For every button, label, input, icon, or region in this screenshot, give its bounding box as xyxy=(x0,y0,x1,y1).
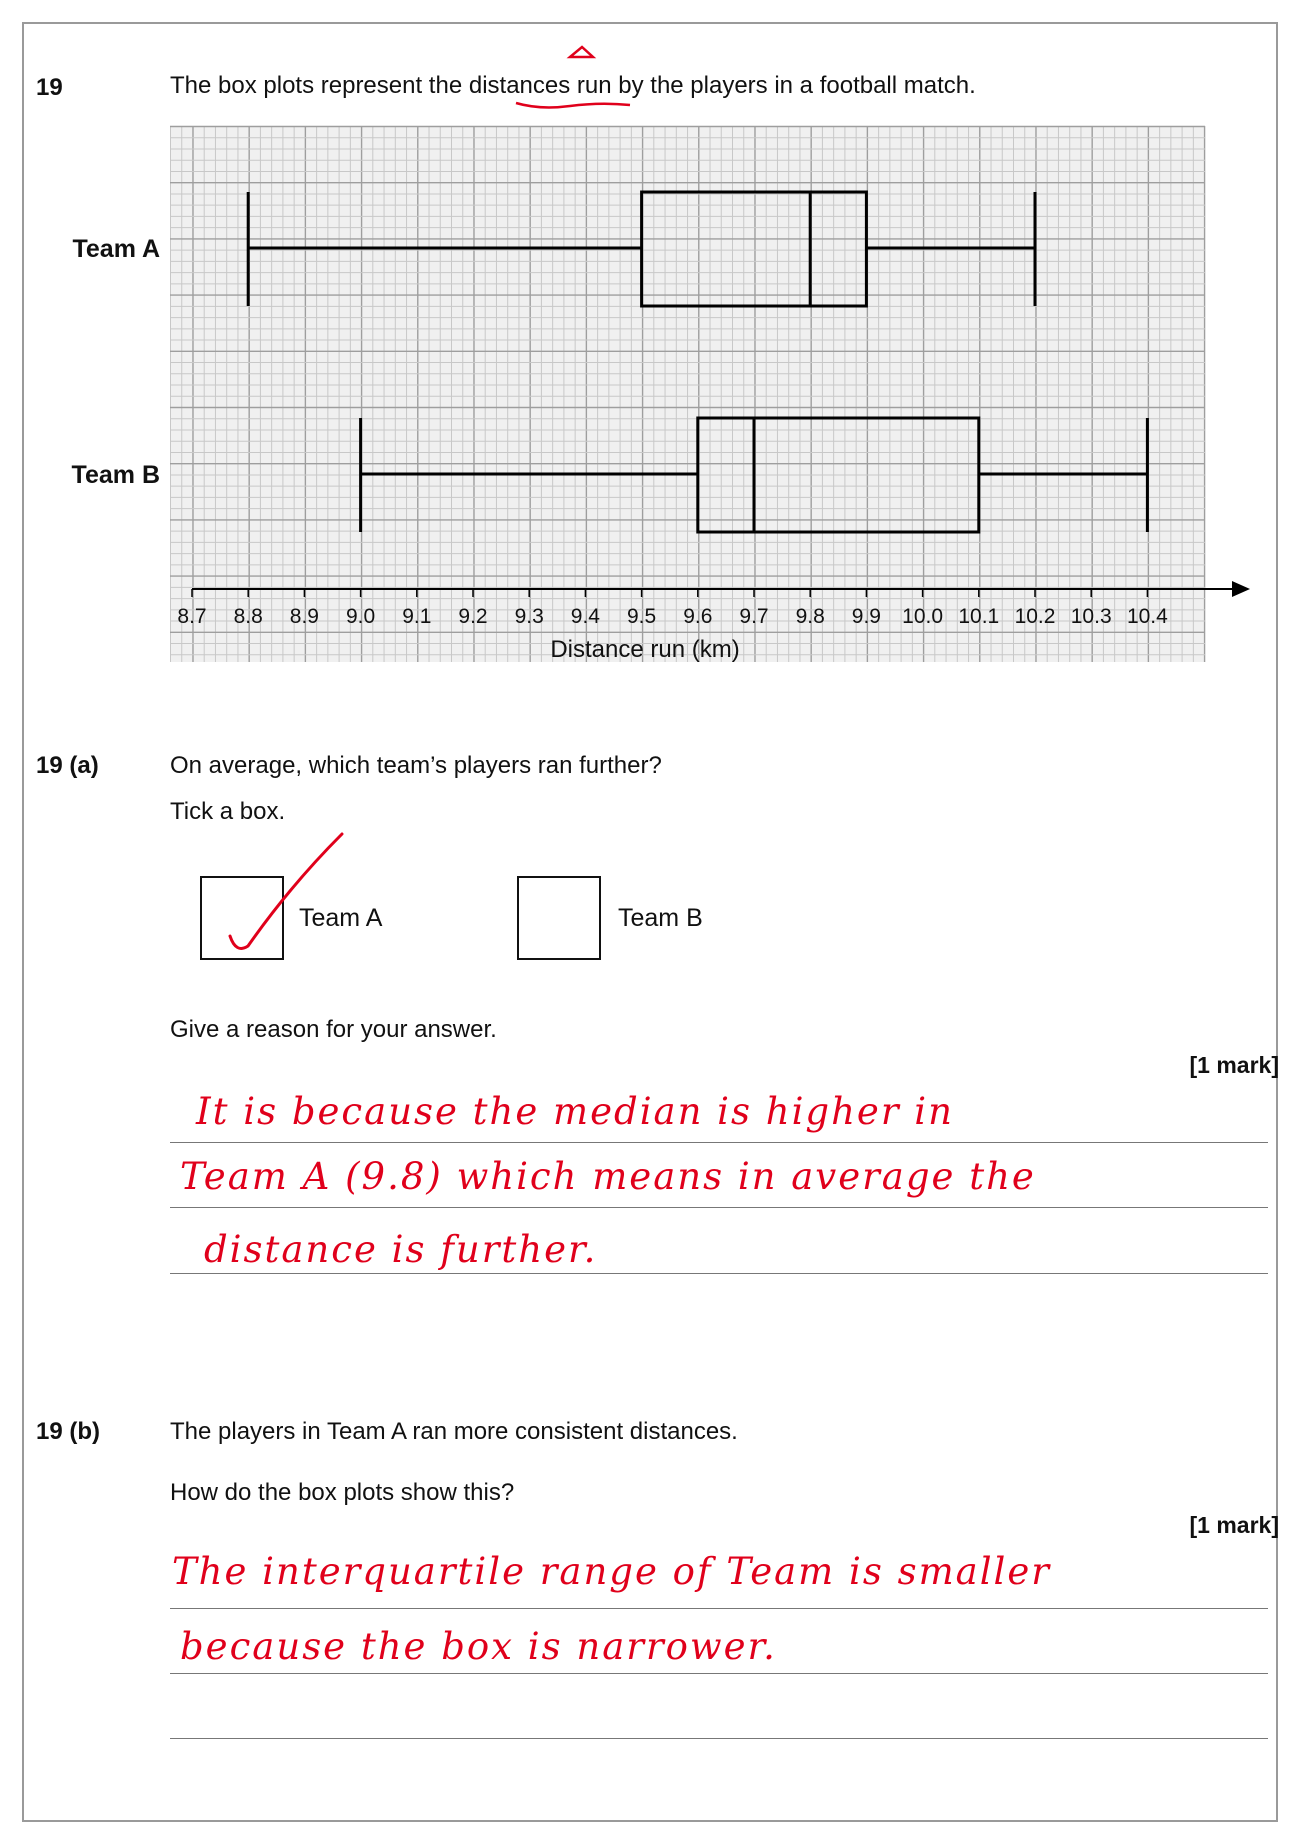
part-b-answer-line-2: because the box is narrower. xyxy=(180,1625,777,1668)
answer-rule xyxy=(170,1142,1268,1143)
x-tick-label: 9.1 xyxy=(402,605,432,628)
x-tick-label: 8.9 xyxy=(289,605,320,628)
x-tick-label: 10.2 xyxy=(1014,605,1056,628)
question-stem: The box plots represent the distances run by the players in a football match. xyxy=(170,72,976,99)
x-tick-label: 8.8 xyxy=(233,605,263,628)
answer-rule xyxy=(170,1738,1268,1739)
part-a-label: 19 (a) xyxy=(36,752,99,779)
part-a-answer-line-3: distance is further. xyxy=(204,1228,598,1271)
x-tick-label: 10.3 xyxy=(1070,605,1112,628)
x-tick-label: 9.9 xyxy=(851,605,882,628)
x-tick-label: 9.5 xyxy=(626,605,657,628)
part-b-question: How do the box plots show this? xyxy=(170,1479,515,1506)
answer-rule xyxy=(170,1207,1268,1208)
part-b-answer-line-1: The interquartile range of Team is smaller xyxy=(172,1550,1051,1593)
annotation-triangle xyxy=(570,47,593,57)
part-a-instruction: Tick a box. xyxy=(170,798,286,825)
x-tick-label: 10.0 xyxy=(902,605,944,628)
part-a-answer-line-2: Team A (9.8) which means in average the xyxy=(180,1155,1036,1198)
box-plot-chart xyxy=(0,0,1293,680)
part-a-marks: [1 mark] xyxy=(1189,1052,1279,1078)
x-tick-label: 9.0 xyxy=(345,605,376,628)
x-tick-label: 9.6 xyxy=(683,605,713,628)
answer-rule xyxy=(170,1608,1268,1609)
x-tick-label: 10.4 xyxy=(1126,605,1168,628)
option-team-b-label: Team B xyxy=(618,904,703,932)
x-tick-label: 9.3 xyxy=(514,605,544,628)
x-tick-label: 10.1 xyxy=(958,605,1000,628)
x-tick-label: 9.2 xyxy=(458,605,488,628)
option-team-a-label: Team A xyxy=(299,904,383,932)
answer-rule xyxy=(170,1273,1268,1274)
part-b-marks: [1 mark] xyxy=(1189,1512,1279,1538)
x-tick-label: 9.8 xyxy=(795,605,825,628)
part-b-statement: The players in Team A ran more consistent distances. xyxy=(170,1418,738,1445)
x-tick-label: 8.7 xyxy=(177,605,207,628)
annotation-underline xyxy=(516,103,630,107)
answer-rule xyxy=(170,1673,1268,1674)
reason-prompt: Give a reason for your answer. xyxy=(170,1016,497,1043)
tick-mark-icon xyxy=(200,826,350,966)
series-label: Team B xyxy=(71,461,160,489)
part-a-question: On average, which team’s players ran further? xyxy=(170,752,662,779)
x-tick-label: 9.4 xyxy=(570,605,601,628)
part-a-answer-line-1: It is because the median is higher in xyxy=(196,1090,954,1133)
tickbox-team-b[interactable] xyxy=(517,876,601,960)
part-b-label: 19 (b) xyxy=(36,1418,101,1445)
x-axis-label: Distance run (km) xyxy=(550,636,740,663)
axis-arrow-icon xyxy=(1232,581,1250,597)
x-tick-label: 9.7 xyxy=(739,605,769,628)
question-number: 19 xyxy=(36,74,63,101)
series-label: Team A xyxy=(72,235,160,263)
